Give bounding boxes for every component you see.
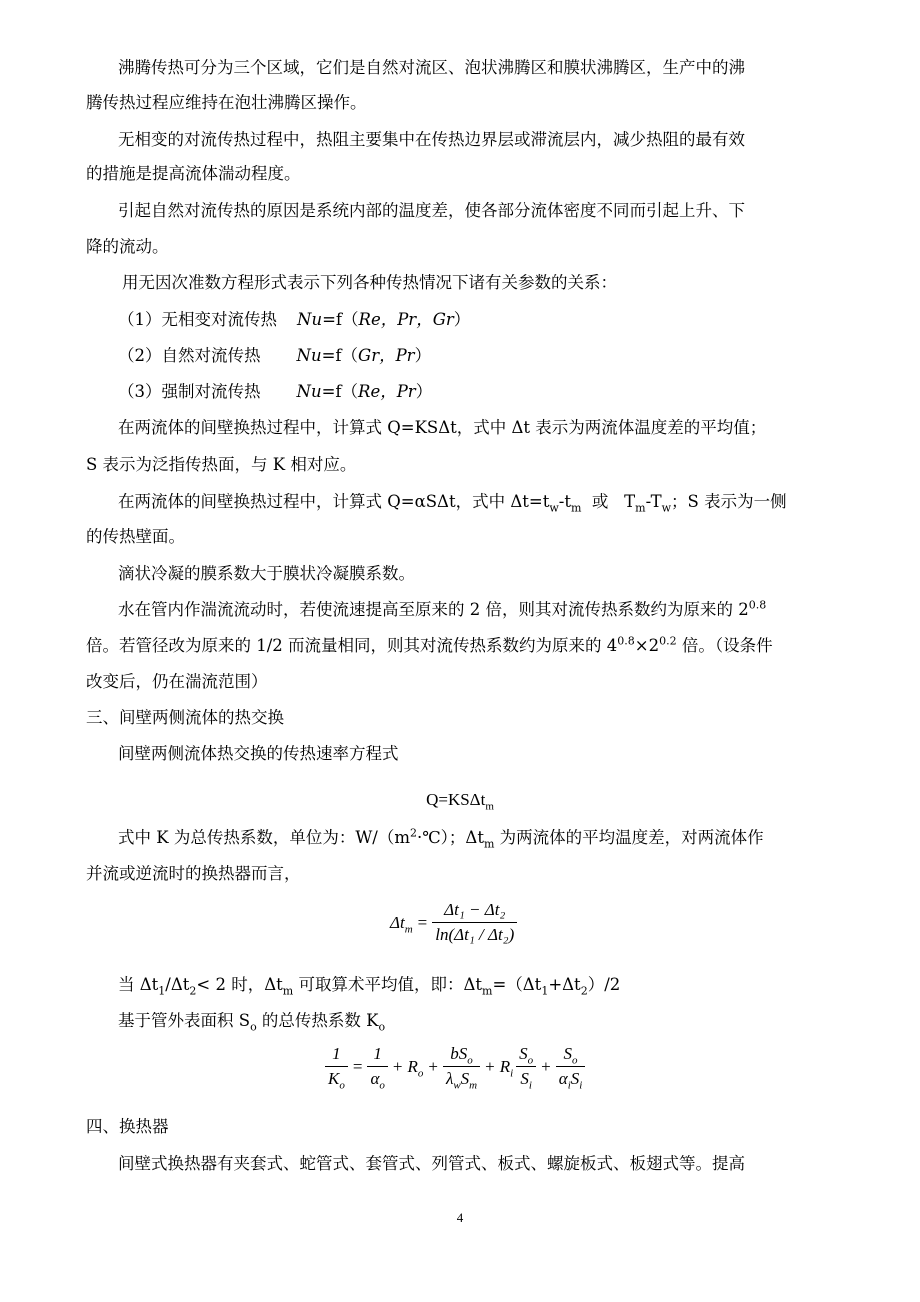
paragraph-natural-line2: 降的流动。	[86, 237, 169, 256]
am-sub-1: 1	[158, 984, 166, 998]
lmtd-lhs-sub: m	[404, 922, 413, 935]
paragraph-alpha-line2: 的传热壁面。	[86, 527, 185, 546]
paragraph-rate-equation: 间壁两侧流体热交换的传热速率方程式	[118, 744, 399, 763]
ko-ratio-sub-i: i	[528, 1079, 532, 1092]
ko-alpha-one: 1	[373, 1044, 382, 1063]
alpha-sub-m2: m	[635, 501, 646, 515]
ko-alpha-num	[367, 1044, 387, 1067]
case-3-f-close: ）	[415, 382, 433, 401]
case-2-f-close: ）	[414, 346, 432, 365]
equation-lmtd	[390, 900, 517, 945]
eq1-text: Q=KSΔt	[426, 790, 486, 809]
ko-wall-s: S	[460, 1069, 470, 1088]
case-1-f-close: ）	[453, 310, 471, 329]
ko-frac-alpha	[367, 1044, 387, 1092]
ko-lhs-sub: o	[339, 1079, 345, 1092]
section-heading-3: 三、间壁两侧流体的热交换	[86, 708, 284, 727]
alpha-text-2: -t	[558, 492, 571, 511]
case-1	[118, 310, 878, 330]
paragraph-boiling-line1: 沸腾传热可分为三个区域，它们是自然对流区、泡状沸腾区和膜状沸腾区，生产中的沸	[118, 58, 745, 77]
case-3-args: Re，Pr	[358, 382, 416, 401]
ko-frac-wall	[443, 1044, 480, 1092]
alpha-sub-m: m	[570, 501, 582, 515]
ko-wall-sub-w: w	[453, 1079, 461, 1092]
ko-inner-sub-o: o	[572, 1054, 578, 1067]
ko-plus-3: +	[485, 1056, 495, 1076]
ko-ratio-sub-o: o	[527, 1054, 534, 1067]
ko-wall-lambda: λ	[445, 1069, 454, 1088]
page-number: 4	[456, 1210, 464, 1225]
ko-sub-1: o	[250, 1020, 257, 1034]
turbulent-text-3: ×2	[634, 636, 660, 655]
case-1-f-open: =f（	[322, 310, 359, 329]
case-2	[118, 346, 878, 366]
case-1-label: （1）无相变对流传热	[118, 310, 277, 329]
ko-inner-sub-i1: i	[567, 1079, 571, 1092]
ko-ri-sub: i	[510, 1066, 514, 1079]
ko-ri-r: R	[499, 1056, 511, 1076]
ko-alpha-sym: α	[370, 1069, 380, 1088]
ko-frac-lhs	[325, 1044, 348, 1092]
case-1-nu: Nu	[297, 310, 323, 329]
ko-inner-num	[556, 1044, 586, 1067]
equation-q-ksdtm	[0, 790, 920, 813]
case-2-args: Gr，Pr	[358, 346, 415, 365]
ko-ri	[500, 1057, 513, 1077]
alpha-text-3: 或 T	[581, 492, 636, 511]
case-2-nu: Nu	[296, 346, 322, 365]
paragraph-exchangers: 间壁式换热器有夹套式、蛇管式、套管式、列管式、板式、螺旋板式、板翅式等。提高	[118, 1154, 745, 1173]
ko-wall-num	[443, 1044, 480, 1067]
alpha-sub-w2: w	[661, 501, 672, 515]
ko-inner-s2: S	[570, 1069, 580, 1088]
ko-ratio-num	[516, 1044, 536, 1067]
ko-frac-inner	[556, 1044, 586, 1092]
alpha-text-4: -T	[645, 492, 662, 511]
paragraph-turbulent-line3: 改变后，仍在湍流范围）	[86, 672, 268, 691]
turbulent-sup-2: 0.8	[617, 634, 635, 648]
k-text-1: 式中 K 为总传热系数，单位为：W/（m	[118, 828, 410, 847]
turbulent-text-2: 倍。若管径改为原来的 1/2 而流量相同，则其对流传热系数约为原来的 4	[86, 636, 618, 655]
equation-overall-k	[325, 1044, 585, 1092]
case-1-args: Re，Pr，Gr	[358, 310, 454, 329]
case-3-label: （3）强制对流传热	[118, 382, 261, 401]
ko-frac-ratio	[516, 1044, 536, 1092]
ko-ro-sub: o	[417, 1066, 424, 1079]
ko-ro-r: R	[407, 1056, 418, 1076]
case-3	[118, 382, 878, 402]
ko-lhs-k: K	[328, 1069, 340, 1088]
eq1-sub: m	[485, 800, 494, 813]
paragraph-dimensionless: 用无因次准数方程形式表示下列各种传热情况下诸有关参数的关系：	[122, 273, 617, 292]
alpha-text-1: 在两流体的间壁换热过程中，计算式 Q=αSΔt，式中 Δt=t	[118, 492, 550, 511]
am-sub-6: 2	[580, 984, 588, 998]
am-text-1: 当 Δt	[118, 975, 159, 994]
am-sub-2: 2	[189, 984, 197, 998]
section-heading-4: 四、换热器	[86, 1117, 169, 1136]
turbulent-sup-1: 0.8	[748, 598, 767, 612]
ko-text-1: 基于管外表面积 S	[118, 1011, 251, 1030]
am-text-2: /Δt	[165, 975, 190, 994]
am-sub-3: m	[282, 984, 294, 998]
lmtd-equals: =	[417, 912, 428, 932]
ko-plus-1: +	[392, 1056, 403, 1076]
k-sup: 2	[409, 826, 417, 840]
ko-lhs-num	[325, 1044, 348, 1067]
ko-sub-2: o	[378, 1020, 386, 1034]
ko-wall-sub-m: m	[469, 1079, 478, 1092]
ko-inner-s: S	[563, 1044, 573, 1063]
ko-plus-2: +	[428, 1056, 438, 1076]
alpha-text-5: ；S 表示为一侧	[671, 492, 787, 511]
paragraph-ksdt-line2: S 表示为泛指传热面，与 K 相对应。	[86, 455, 357, 474]
paragraph-ksdt-line1: 在两流体的间壁换热过程中，计算式 Q=KSΔt，式中 Δt 表示为两流体温度差的平均值；	[118, 418, 767, 437]
k-sub: m	[483, 837, 495, 851]
turbulent-text-4: 倍。（设条件	[676, 636, 773, 655]
am-sub-5: 1	[541, 984, 549, 998]
paragraph-convection-line1: 无相变的对流传热过程中，热阻主要集中在传热边界层或滞流层内，减少热阻的最有效	[118, 130, 745, 149]
lmtd-numerator: Δt₁ − Δt₂	[432, 900, 517, 923]
ko-alpha-den	[367, 1067, 387, 1092]
ko-alpha-sub: o	[379, 1079, 385, 1092]
ko-plus-4: +	[541, 1056, 551, 1076]
ko-ratio-den	[516, 1067, 536, 1092]
alpha-sub-w: w	[549, 501, 559, 515]
lmtd-lhs	[390, 913, 413, 933]
am-text-3: < 2 时，Δt	[196, 975, 283, 994]
k-text-3: 为两流体的平均温度差，对两流体作	[494, 828, 764, 847]
ko-wall-sub-o: o	[467, 1054, 473, 1067]
paragraph-convection-line2: 的措施是提高流体湍动程度。	[86, 164, 301, 183]
am-sub-4: m	[482, 984, 493, 998]
ko-text-2: 的总传热系数 K	[256, 1011, 379, 1030]
lmtd-fraction	[432, 900, 517, 945]
ko-inner-alpha: α	[558, 1069, 568, 1088]
paragraph-turbulent-line2	[86, 636, 846, 656]
am-text-7: ）/2	[587, 975, 621, 994]
paragraph-alpha-line1	[118, 492, 878, 515]
turbulent-text-1: 水在管内作湍流流动时，若使流速提高至原来的 2 倍，则其对流传热系数约为原来的 2	[118, 600, 749, 619]
case-2-label: （2）自然对流传热	[118, 346, 261, 365]
case-3-nu: Nu	[296, 382, 322, 401]
turbulent-sup-3: 0.2	[659, 634, 677, 648]
case-3-f-open: =f（	[321, 382, 359, 401]
paragraph-natural-line1: 引起自然对流传热的原因是系统内部的温度差，使各部分流体密度不同而引起上升、下	[118, 201, 745, 220]
paragraph-arithmetic-mean	[118, 975, 878, 998]
ko-equals: =	[352, 1056, 363, 1076]
case-2-f-open: =f（	[321, 346, 359, 365]
ko-ratio-s1: S	[519, 1044, 528, 1063]
ko-lhs-den	[325, 1067, 348, 1092]
lmtd-denominator: ln(Δt₁ / Δt₂)	[435, 925, 515, 944]
ko-wall-den	[443, 1067, 480, 1092]
ko-ro	[407, 1057, 423, 1077]
ko-lhs-one: 1	[332, 1044, 341, 1063]
am-text-6: +Δt	[548, 975, 581, 994]
paragraph-k-line2: 并流或逆流时的换热器而言，	[86, 864, 301, 883]
am-text-5: =（Δt	[492, 975, 542, 994]
paragraph-boiling-line2: 腾传热过程应维持在泡壮沸腾区操作。	[86, 93, 367, 112]
paragraph-dropwise: 滴状冷凝的膜系数大于膜状冷凝膜系数。	[118, 564, 415, 583]
ko-ratio-s2: S	[520, 1069, 529, 1088]
ko-inner-den	[556, 1067, 586, 1092]
paragraph-turbulent-line1	[118, 600, 878, 620]
k-text-2: ·℃）；Δt	[416, 828, 484, 847]
paragraph-k-line1	[118, 826, 878, 851]
am-text-4: 可取算术平均值，即：Δt	[293, 975, 482, 994]
paragraph-ko	[118, 1011, 878, 1034]
ko-wall-bs: bS	[450, 1044, 468, 1063]
ko-inner-sub-i2: i	[579, 1079, 583, 1092]
lmtd-lhs-text: Δt	[390, 912, 405, 932]
